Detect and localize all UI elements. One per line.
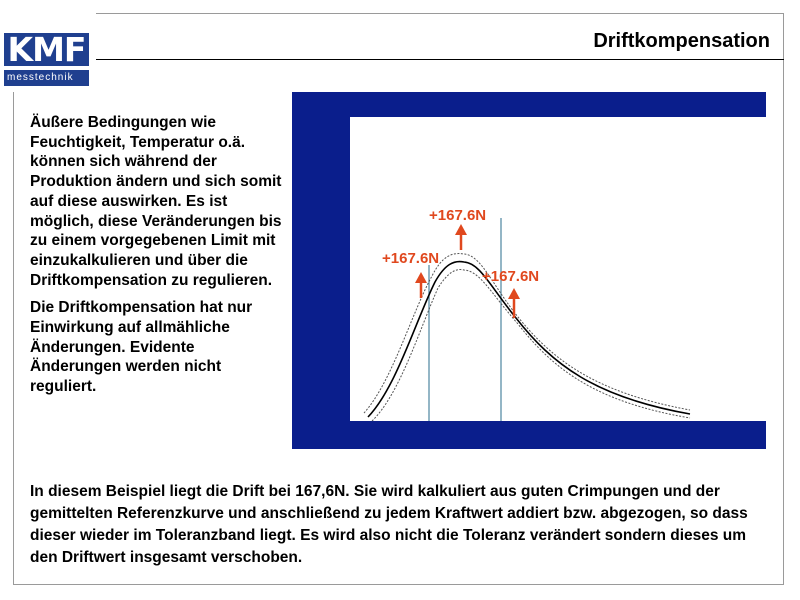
logo-wordmark: KMF	[4, 33, 89, 66]
drift-chart	[292, 92, 766, 449]
chart-plot-area	[350, 117, 766, 421]
drift-label-center: +167.6N	[429, 207, 487, 224]
description-text	[30, 113, 290, 405]
drift-chart-svg	[292, 92, 766, 449]
company-logo	[0, 0, 96, 92]
paragraph-conditions: Äußere Bedingungen wie Feuchtigkeit, Temperatur o.ä. können sich während der Produktion ändern und sich somit auf diese auswirken. Es ist möglich, diese Veränderungen bis zu einem vorgegebenen Limit mit einzukalkulieren und über die Driftkompensation zu regulieren.	[30, 114, 282, 289]
drift-label-left: +167.6N	[382, 250, 440, 267]
title-divider	[96, 59, 784, 60]
paragraph-scope: Die Driftkompensation hat nur Einwirkung auf allmähliche Änderungen. Evidente Änderungen werden nicht reguliert.	[30, 299, 253, 396]
example-explanation: In diesem Beispiel liegt die Drift bei 167,6N. Sie wird kalkuliert aus guten Crimpungen und der gemittelten Referenzkurve und anschließend zu jedem Kraftwert addiert bzw. abgezogen, so dass dieser wieder im Toleranzband liegt. Es wird also nicht die Toleranz verändert sondern dieses um den Driftwert insgesamt verschoben.	[30, 483, 748, 566]
drift-label-right: +167.6N	[482, 268, 540, 285]
page-title: Driftkompensation	[593, 30, 770, 52]
logo-subtitle: messtechnik	[4, 70, 89, 86]
